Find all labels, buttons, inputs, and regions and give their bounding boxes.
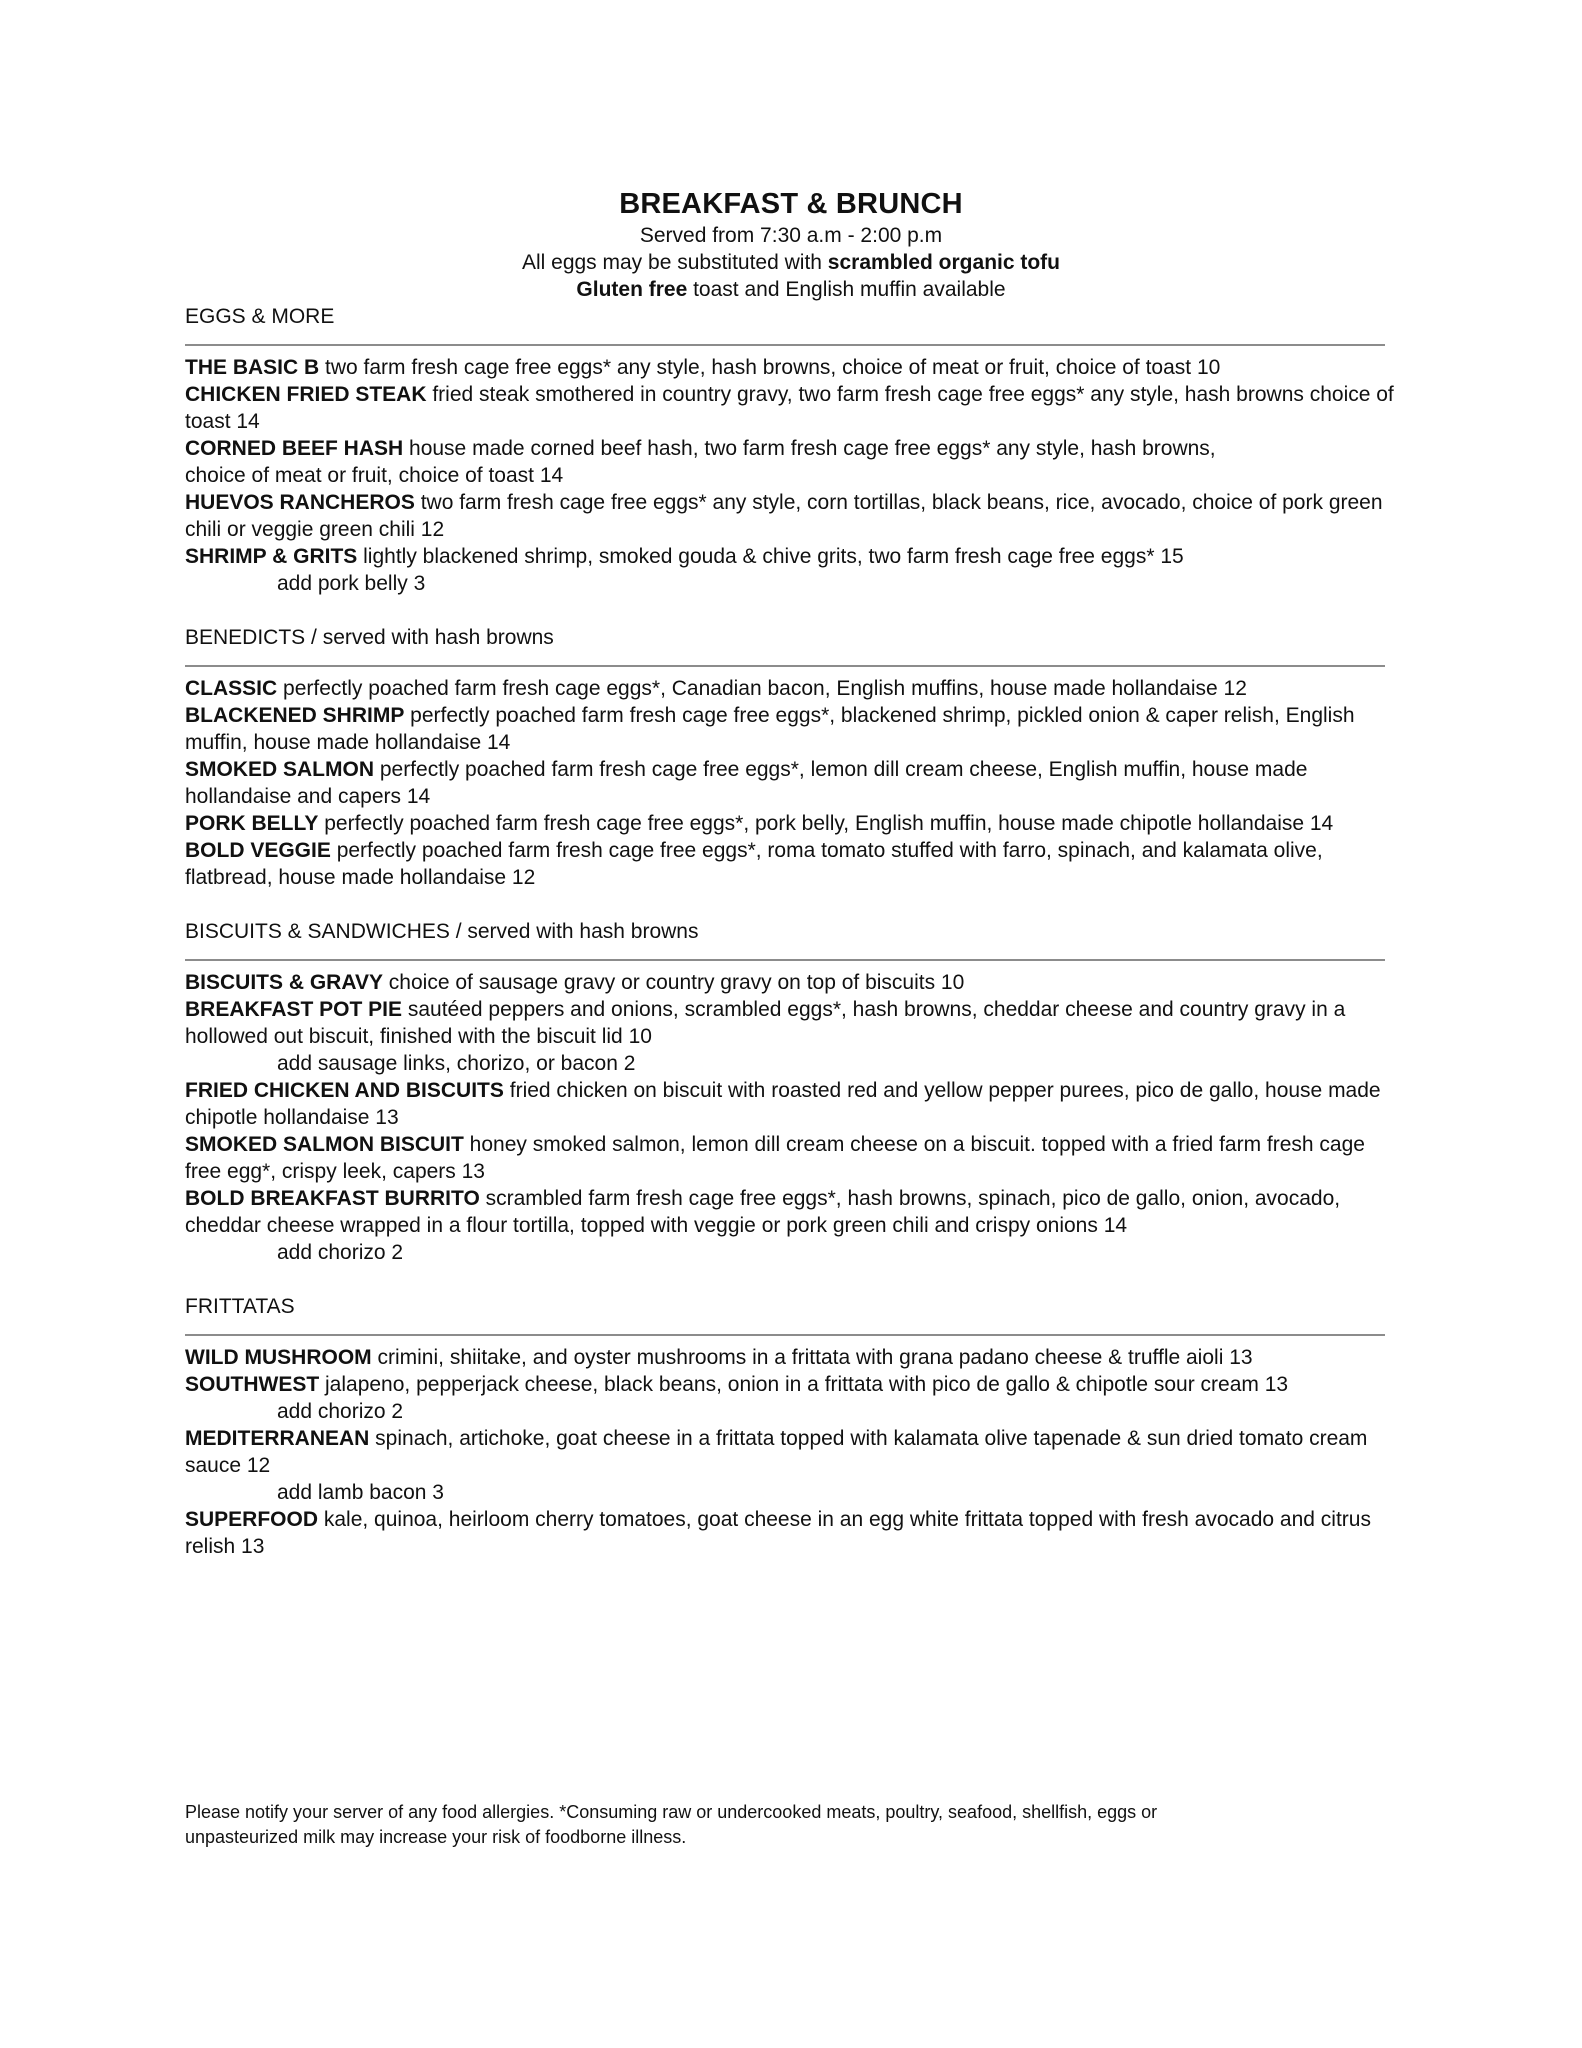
menu-item xyxy=(185,1371,1395,1398)
menu-item-name: THE BASIC B xyxy=(185,356,320,379)
menu-item-description: fried steak smothered in country gravy, two farm fresh cage free eggs* any style, hash browns choice of toast 14 xyxy=(185,383,1394,433)
menu-section xyxy=(185,1293,1395,1560)
menu-item xyxy=(185,489,1395,543)
menu-item-name: SOUTHWEST xyxy=(185,1373,320,1396)
menu-item-description: perfectly poached farm fresh cage free eggs*, lemon dill cream cheese, English muffin, house made hollandaise and capers 14 xyxy=(185,758,1308,808)
menu-item-addon: add lamb bacon 3 xyxy=(277,1481,444,1504)
section-label: BENEDICTS / served with hash browns xyxy=(185,626,554,649)
menu-item-description: sautéed peppers and onions, scrambled eggs*, hash browns, cheddar cheese and country gravy in a hollowed out biscuit, finished with the biscuit lid 10 xyxy=(185,998,1346,1048)
menu-item-name: CHICKEN FRIED STEAK xyxy=(185,383,427,406)
menu-item-description: honey smoked salmon, lemon dill cream cheese on a biscuit. topped with a fried farm fresh cage free egg*, crispy leek, capers 13 xyxy=(185,1133,1365,1183)
menu-item-description: kale, quinoa, heirloom cherry tomatoes, goat cheese in an egg white frittata topped with fresh avocado and citrus relish 13 xyxy=(185,1508,1371,1558)
menu-item-name: WILD MUSHROOM xyxy=(185,1346,372,1369)
menu-item xyxy=(185,810,1395,837)
menu-item-name: SUPERFOOD xyxy=(185,1508,319,1531)
menu-item-name: BOLD BREAKFAST BURRITO xyxy=(185,1187,480,1210)
menu-item xyxy=(185,1506,1395,1560)
menu-item xyxy=(185,354,1395,381)
section-divider xyxy=(185,344,1385,346)
menu-item xyxy=(185,1077,1395,1131)
menu-item-description: house made corned beef hash, two farm fresh cage free eggs* any style, hash browns, xyxy=(403,437,1216,460)
tofu-note xyxy=(0,249,1582,276)
menu-section xyxy=(185,303,1395,597)
menu-sections xyxy=(185,303,1395,1560)
menu-section xyxy=(185,624,1395,891)
section-divider xyxy=(185,665,1385,667)
menu-item-addon: add chorizo 2 xyxy=(277,1241,404,1264)
menu-item xyxy=(185,1131,1395,1185)
tofu-note-bold: scrambled organic tofu xyxy=(827,251,1061,274)
menu-item-name: SMOKED SALMON xyxy=(185,758,374,781)
allergy-disclaimer xyxy=(185,1800,1385,1850)
menu-item-name: CLASSIC xyxy=(185,677,278,700)
menu-item-addon: add sausage links, chorizo, or bacon 2 xyxy=(277,1052,636,1075)
menu-item-description: choice of sausage gravy or country gravy on top of biscuits 10 xyxy=(382,971,965,994)
menu-header xyxy=(0,186,1582,303)
menu-item xyxy=(185,435,1395,489)
menu-item-description: two farm fresh cage free eggs* any style, hash browns, choice of meat or fruit, choice of toast 10 xyxy=(319,356,1221,379)
menu-title: BREAKFAST & BRUNCH xyxy=(619,188,963,220)
menu-item xyxy=(185,1344,1395,1371)
menu-item-description: lightly blackened shrimp, smoked gouda & chive grits, two farm fresh cage free eggs* 15 xyxy=(357,545,1184,568)
menu-item-description-cont: choice of meat or fruit, choice of toast 14 xyxy=(185,464,564,487)
menu-item-name: MEDITERRANEAN xyxy=(185,1427,370,1450)
menu-item-name: BOLD VEGGIE xyxy=(185,839,331,862)
gluten-free-note xyxy=(0,276,1582,303)
menu-section xyxy=(185,918,1395,1266)
menu-item xyxy=(185,756,1395,810)
section-divider xyxy=(185,1334,1385,1336)
menu-item-description: crimini, shiitake, and oyster mushrooms in a frittata with grana padano cheese & truffle aioli 13 xyxy=(371,1346,1253,1369)
menu-item-name: SMOKED SALMON BISCUIT xyxy=(185,1133,464,1156)
menu-item-name: SHRIMP & GRITS xyxy=(185,545,358,568)
disclaimer-line-1: Please notify your server of any food allergies. *Consuming raw or undercooked meats, poultry, seafood, shellfish, eggs or xyxy=(185,1802,1158,1822)
menu-page xyxy=(185,186,1395,1587)
menu-item-addon: add pork belly 3 xyxy=(277,572,426,595)
served-hours: Served from 7:30 a.m - 2:00 p.m xyxy=(639,224,943,247)
menu-item-description: fried chicken on biscuit with roasted red and yellow pepper purees, pico de gallo, house made chipotle hollandaise 13 xyxy=(185,1079,1381,1129)
menu-item-description: perfectly poached farm fresh cage free eggs*, pork belly, English muffin, house made chipotle hollandaise 14 xyxy=(318,812,1334,835)
menu-item-addon: add chorizo 2 xyxy=(277,1400,404,1423)
menu-item xyxy=(185,996,1395,1050)
menu-item xyxy=(185,969,1395,996)
section-label: EGGS & MORE xyxy=(185,305,335,328)
menu-item xyxy=(185,702,1395,756)
menu-item xyxy=(185,543,1395,570)
menu-item-description: scrambled farm fresh cage free eggs*, hash browns, spinach, pico de gallo, onion, avocado, cheddar cheese wrapped in a flour tortilla, topped with veggie or pork green chili and crispy onions 14 xyxy=(185,1187,1341,1237)
menu-item-name: HUEVOS RANCHEROS xyxy=(185,491,415,514)
menu-item xyxy=(185,1425,1395,1479)
menu-item-name: PORK BELLY xyxy=(185,812,319,835)
tofu-note-text: All eggs may be substituted with xyxy=(521,251,828,274)
menu-item xyxy=(185,381,1395,435)
menu-item-description: perfectly poached farm fresh cage eggs*, Canadian bacon, English muffins, house made hollandaise 12 xyxy=(277,677,1247,700)
menu-item-name: BREAKFAST POT PIE xyxy=(185,998,403,1021)
menu-item-name: FRIED CHICKEN AND BISCUITS xyxy=(185,1079,504,1102)
menu-item xyxy=(185,837,1395,891)
menu-item xyxy=(185,1185,1395,1239)
menu-item-name: BISCUITS & GRAVY xyxy=(185,971,383,994)
gluten-free-bold: Gluten free xyxy=(576,278,688,301)
menu-item-description: spinach, artichoke, goat cheese in a frittata topped with kalamata olive tapenade & sun dried tomato cream sauce 12 xyxy=(185,1427,1368,1477)
menu-item-description: perfectly poached farm fresh cage free eggs*, blackened shrimp, pickled onion & caper relish, English muffin, house made hollandaise 14 xyxy=(185,704,1355,754)
menu-item-description: perfectly poached farm fresh cage free eggs*, roma tomato stuffed with farro, spinach, and kalamata olive, flatbread, house made hollandaise 12 xyxy=(185,839,1323,889)
gluten-free-text: toast and English muffin available xyxy=(687,278,1006,301)
menu-item-description: jalapeno, pepperjack cheese, black beans, onion in a frittata with pico de gallo & chipotle sour cream 13 xyxy=(319,1373,1289,1396)
section-label: FRITTATAS xyxy=(185,1295,295,1318)
menu-item-name: BLACKENED SHRIMP xyxy=(185,704,405,727)
menu-item-name: CORNED BEEF HASH xyxy=(185,437,404,460)
section-label: BISCUITS & SANDWICHES / served with hash browns xyxy=(185,920,699,943)
menu-item-description: two farm fresh cage free eggs* any style, corn tortillas, black beans, rice, avocado, choice of pork green chili or veggie green chili 12 xyxy=(185,491,1383,541)
disclaimer-line-2: unpasteurized milk may increase your risk of foodborne illness. xyxy=(185,1827,687,1847)
menu-item xyxy=(185,675,1395,702)
section-divider xyxy=(185,959,1385,961)
